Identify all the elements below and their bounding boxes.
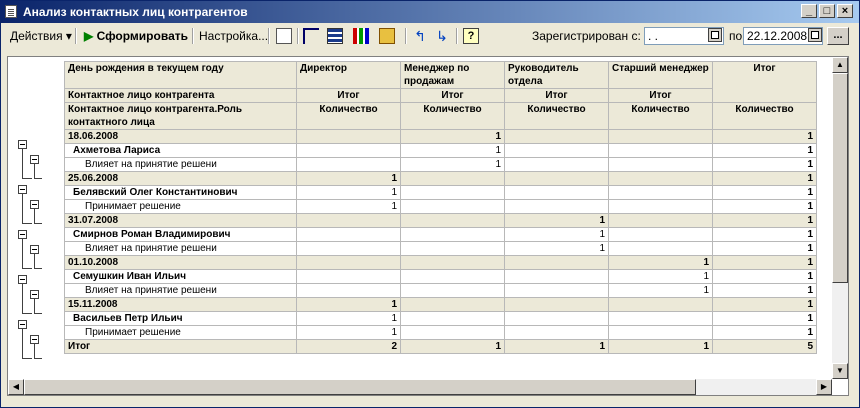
tree-line bbox=[22, 284, 23, 314]
tree-line bbox=[34, 164, 35, 179]
row-label: 25.06.2008 bbox=[65, 172, 297, 186]
report-icon bbox=[5, 5, 17, 18]
value-cell bbox=[609, 172, 713, 186]
row-label: 15.11.2008 bbox=[65, 298, 297, 312]
chart-icon[interactable] bbox=[353, 28, 369, 44]
tree-line bbox=[22, 149, 23, 179]
header-measure: Количество bbox=[401, 103, 505, 130]
vertical-scroll-thumb[interactable] bbox=[832, 73, 848, 283]
value-cell bbox=[401, 284, 505, 298]
registered-from-label: Зарегистрирован с: bbox=[532, 29, 641, 43]
row-total-cell: 1 bbox=[713, 284, 817, 298]
scroll-down-icon[interactable]: ▼ bbox=[832, 363, 848, 379]
value-cell bbox=[505, 172, 609, 186]
value-cell bbox=[609, 144, 713, 158]
settings-button[interactable]: Настройка... bbox=[199, 29, 269, 43]
value-cell bbox=[505, 256, 609, 270]
help-icon: ? bbox=[467, 30, 475, 42]
contact-row[interactable] bbox=[65, 186, 817, 200]
row-total-cell: 1 bbox=[713, 186, 817, 200]
row-label: Семушкин Иван Ильич bbox=[65, 270, 297, 284]
value-cell bbox=[401, 298, 505, 312]
row-total-cell: 1 bbox=[713, 228, 817, 242]
value-cell bbox=[609, 326, 713, 340]
header-col-department-head: Руководитель отдела bbox=[505, 62, 609, 89]
run-report-button[interactable] bbox=[81, 27, 191, 45]
row-label: Влияет на принятие решени bbox=[65, 242, 297, 256]
tree-line bbox=[34, 254, 35, 269]
value-cell bbox=[401, 326, 505, 340]
header-measure: Количество bbox=[713, 103, 817, 130]
row-total-cell: 1 bbox=[713, 326, 817, 340]
row-total-cell: 1 bbox=[713, 200, 817, 214]
value-cell bbox=[297, 284, 401, 298]
collapse-group-icon[interactable] bbox=[18, 275, 27, 284]
row-total-cell: 1 bbox=[713, 144, 817, 158]
role-row[interactable] bbox=[65, 200, 817, 214]
structure-icon[interactable] bbox=[303, 28, 319, 44]
tree-line bbox=[34, 299, 35, 314]
value-cell bbox=[505, 130, 609, 144]
row-label: Смирнов Роман Владимирович bbox=[65, 228, 297, 242]
header-total-col: Итог bbox=[713, 62, 817, 103]
grand-total-label: Итог bbox=[65, 340, 297, 354]
value-cell bbox=[505, 298, 609, 312]
value-cell bbox=[609, 200, 713, 214]
row-label: Принимает решение bbox=[65, 326, 297, 340]
role-row[interactable] bbox=[65, 326, 817, 340]
toolbar-separator bbox=[297, 28, 299, 44]
header-col-director: Директор bbox=[297, 62, 401, 89]
collapse-all-icon[interactable]: ↳ bbox=[436, 28, 448, 44]
report-grid[interactable] bbox=[7, 56, 849, 396]
tree-line bbox=[34, 358, 42, 359]
date-to-value: 22.12.2008 bbox=[747, 29, 808, 43]
row-total-cell: 1 bbox=[713, 242, 817, 256]
value-cell: 1 bbox=[505, 242, 609, 256]
value-cell bbox=[609, 242, 713, 256]
header-col-sales-manager: Менеджер по продажам bbox=[401, 62, 505, 89]
minimize-button[interactable]: _ bbox=[801, 4, 817, 18]
value-cell bbox=[505, 326, 609, 340]
value-cell bbox=[401, 214, 505, 228]
row-total-cell: 1 bbox=[713, 298, 817, 312]
value-cell: 1 bbox=[401, 158, 505, 172]
value-cell: 1 bbox=[609, 256, 713, 270]
value-cell: 1 bbox=[297, 172, 401, 186]
row-total-cell: 1 bbox=[713, 270, 817, 284]
value-cell bbox=[401, 186, 505, 200]
toolbar-separator bbox=[192, 28, 194, 44]
value-cell bbox=[609, 130, 713, 144]
group-row[interactable] bbox=[65, 214, 817, 228]
value-cell: 1 bbox=[297, 312, 401, 326]
collapse-contact-icon[interactable] bbox=[30, 155, 39, 164]
group-row[interactable] bbox=[65, 256, 817, 270]
value-cell bbox=[297, 158, 401, 172]
to-label: по bbox=[729, 29, 743, 43]
collapse-contact-icon[interactable] bbox=[30, 200, 39, 209]
value-cell bbox=[401, 242, 505, 256]
title-bar bbox=[1, 1, 859, 23]
maximize-button[interactable]: □ bbox=[819, 4, 835, 18]
row-label: Влияет на принятие решени bbox=[65, 158, 297, 172]
value-cell: 1 bbox=[609, 284, 713, 298]
header-row1-label: День рождения в текущем году bbox=[65, 62, 297, 89]
header-row3-label: Контактное лицо контрагента.Роль контактного лица bbox=[65, 103, 297, 130]
tree-line bbox=[34, 209, 35, 224]
row-label: Принимает решение bbox=[65, 200, 297, 214]
scroll-left-icon[interactable]: ◀ bbox=[8, 379, 24, 395]
grand-total-cell: 2 bbox=[297, 340, 401, 354]
value-cell: 1 bbox=[505, 228, 609, 242]
row-label: Влияет на принятие решени bbox=[65, 284, 297, 298]
grand-total-cell: 1 bbox=[609, 340, 713, 354]
header-measure: Количество bbox=[609, 103, 713, 130]
role-row[interactable] bbox=[65, 158, 817, 172]
more-label: ... bbox=[833, 29, 843, 41]
collapse-group-icon[interactable] bbox=[18, 185, 27, 194]
value-cell bbox=[297, 144, 401, 158]
collapse-group-icon[interactable] bbox=[18, 320, 27, 329]
tree-line bbox=[22, 194, 23, 224]
header-row bbox=[65, 62, 817, 89]
collapse-contact-icon[interactable] bbox=[30, 290, 39, 299]
tree-line bbox=[34, 313, 42, 314]
tree-line bbox=[22, 329, 23, 359]
header-measure: Количество bbox=[297, 103, 401, 130]
window-title: Анализ контактных лиц контрагентов bbox=[23, 5, 248, 19]
toolbar-separator bbox=[268, 28, 270, 44]
vertical-scrollbar[interactable] bbox=[832, 57, 848, 379]
header-row2-label: Контактное лицо контрагента bbox=[65, 89, 297, 103]
value-cell: 1 bbox=[609, 270, 713, 284]
scroll-up-icon[interactable]: ▲ bbox=[832, 57, 848, 73]
close-button[interactable]: × bbox=[837, 4, 853, 18]
row-total-cell: 1 bbox=[713, 130, 817, 144]
value-cell bbox=[609, 186, 713, 200]
tree-line bbox=[22, 223, 32, 224]
play-icon: ▶ bbox=[84, 29, 94, 43]
toolbar-separator bbox=[405, 28, 407, 44]
collapse-contact-icon[interactable] bbox=[30, 245, 39, 254]
tree-line bbox=[22, 239, 23, 269]
tree-line bbox=[34, 178, 42, 179]
value-cell bbox=[505, 186, 609, 200]
value-cell bbox=[609, 298, 713, 312]
collapse-group-icon[interactable] bbox=[18, 230, 27, 239]
value-cell bbox=[505, 144, 609, 158]
actions-menu-button[interactable]: Действия ▾ bbox=[10, 29, 72, 43]
tree-line bbox=[34, 268, 42, 269]
row-label: Васильев Петр Ильич bbox=[65, 312, 297, 326]
horizontal-scroll-thumb[interactable] bbox=[24, 379, 696, 395]
contact-row[interactable] bbox=[65, 270, 817, 284]
calendar-to-icon[interactable] bbox=[808, 28, 822, 42]
help-button[interactable] bbox=[463, 28, 479, 44]
tree-line bbox=[34, 344, 35, 359]
row-total-cell: 1 bbox=[713, 158, 817, 172]
grand-total-cell: 1 bbox=[505, 340, 609, 354]
more-options-button[interactable] bbox=[827, 27, 849, 45]
horizontal-scrollbar[interactable] bbox=[8, 379, 832, 395]
contact-row[interactable] bbox=[65, 144, 817, 158]
value-cell bbox=[505, 270, 609, 284]
toolbar bbox=[1, 24, 859, 48]
value-cell bbox=[401, 270, 505, 284]
row-label: 18.06.2008 bbox=[65, 130, 297, 144]
value-cell bbox=[401, 200, 505, 214]
value-cell: 1 bbox=[505, 214, 609, 228]
value-cell bbox=[297, 256, 401, 270]
row-label: Белявский Олег Константинович bbox=[65, 186, 297, 200]
value-cell: 1 bbox=[297, 200, 401, 214]
tree-line bbox=[22, 313, 32, 314]
value-cell bbox=[505, 158, 609, 172]
value-cell: 1 bbox=[297, 186, 401, 200]
header-subtotal: Итог bbox=[297, 89, 401, 103]
header-col-senior-manager: Старший менеджер bbox=[609, 62, 713, 89]
table-view-icon[interactable] bbox=[327, 28, 343, 44]
value-cell bbox=[609, 312, 713, 326]
expand-all-icon[interactable]: ↰ bbox=[414, 28, 426, 44]
scroll-right-icon[interactable]: ▶ bbox=[816, 379, 832, 395]
value-cell: 1 bbox=[297, 298, 401, 312]
row-total-cell: 1 bbox=[713, 172, 817, 186]
group-row[interactable] bbox=[65, 130, 817, 144]
group-row[interactable] bbox=[65, 298, 817, 312]
value-cell bbox=[297, 242, 401, 256]
value-cell bbox=[401, 228, 505, 242]
value-cell bbox=[401, 312, 505, 326]
tree-line bbox=[34, 223, 42, 224]
row-label: 01.10.2008 bbox=[65, 256, 297, 270]
value-cell bbox=[609, 214, 713, 228]
role-row[interactable] bbox=[65, 284, 817, 298]
value-cell: 1 bbox=[401, 144, 505, 158]
report-table bbox=[64, 61, 817, 354]
row-label: 31.07.2008 bbox=[65, 214, 297, 228]
toolbar-separator bbox=[456, 28, 458, 44]
row-total-cell: 1 bbox=[713, 214, 817, 228]
value-cell bbox=[401, 256, 505, 270]
value-cell bbox=[505, 200, 609, 214]
header-row bbox=[65, 103, 817, 130]
value-cell bbox=[609, 228, 713, 242]
contact-row[interactable] bbox=[65, 312, 817, 326]
role-row[interactable] bbox=[65, 242, 817, 256]
calendar-from-icon[interactable] bbox=[708, 28, 722, 42]
header-subtotal: Итог bbox=[609, 89, 713, 103]
date-from-value: . . bbox=[648, 29, 659, 43]
value-cell bbox=[401, 172, 505, 186]
row-label: Ахметова Лариса bbox=[65, 144, 297, 158]
tree-line bbox=[22, 358, 32, 359]
transfer-icon[interactable] bbox=[379, 28, 395, 44]
row-total-cell: 1 bbox=[713, 256, 817, 270]
value-cell bbox=[297, 130, 401, 144]
value-cell bbox=[609, 158, 713, 172]
run-label: Сформировать bbox=[96, 29, 188, 43]
row-group-tree bbox=[8, 57, 64, 377]
header-row bbox=[65, 89, 817, 103]
header-subtotal: Итог bbox=[401, 89, 505, 103]
value-cell bbox=[297, 228, 401, 242]
tree-line bbox=[22, 268, 32, 269]
value-cell bbox=[505, 312, 609, 326]
toolbar-separator bbox=[75, 28, 77, 44]
grand-total-row bbox=[65, 340, 817, 354]
value-cell bbox=[505, 284, 609, 298]
row-total-cell: 1 bbox=[713, 312, 817, 326]
group-row[interactable] bbox=[65, 172, 817, 186]
tree-line bbox=[22, 178, 32, 179]
header-measure: Количество bbox=[505, 103, 609, 130]
value-cell: 1 bbox=[401, 130, 505, 144]
grand-total-sum: 5 bbox=[713, 340, 817, 354]
value-cell bbox=[297, 270, 401, 284]
grand-total-cell: 1 bbox=[401, 340, 505, 354]
edit-icon[interactable] bbox=[276, 28, 292, 44]
actions-label: Действия bbox=[10, 29, 63, 43]
header-subtotal: Итог bbox=[505, 89, 609, 103]
contact-row[interactable] bbox=[65, 228, 817, 242]
value-cell bbox=[297, 214, 401, 228]
value-cell: 1 bbox=[297, 326, 401, 340]
collapse-group-icon[interactable] bbox=[18, 140, 27, 149]
collapse-contact-icon[interactable] bbox=[30, 335, 39, 344]
